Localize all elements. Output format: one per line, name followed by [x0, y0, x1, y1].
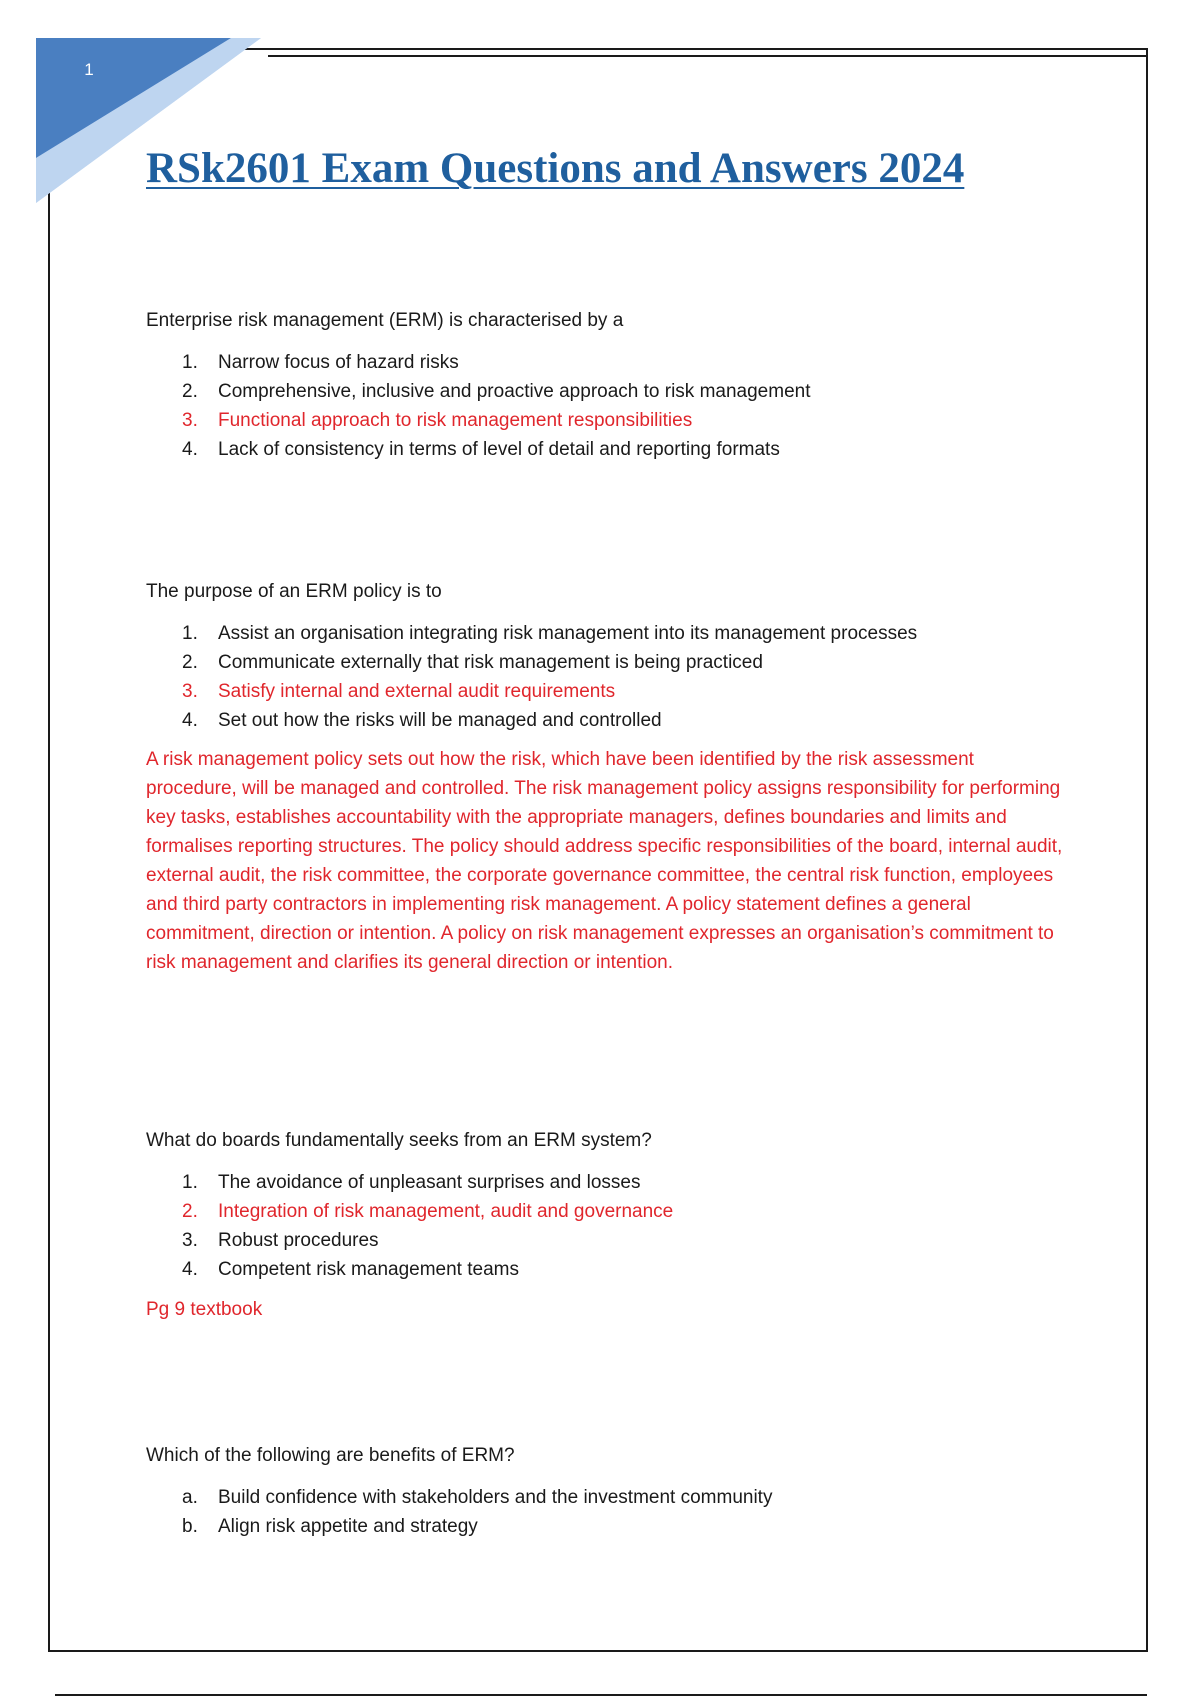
answer-option	[182, 1483, 1066, 1512]
option-marker: 1.	[182, 623, 198, 644]
answer-option-correct	[182, 406, 1066, 435]
option-text: Lack of consistency in terms of level of detail and reporting formats	[218, 439, 780, 460]
document-title: RSk2601 Exam Questions and Answers 2024	[146, 145, 965, 192]
question-block-4	[146, 1441, 1066, 1541]
question-stem: Enterprise risk management (ERM) is characterised by a	[146, 310, 624, 331]
option-marker: 1.	[182, 1172, 198, 1193]
option-marker: 3.	[182, 1230, 198, 1251]
answer-option	[182, 706, 1066, 735]
question-stem: The purpose of an ERM policy is to	[146, 581, 442, 602]
textbook-reference: Pg 9 textbook	[146, 1299, 263, 1320]
page-number: 1	[84, 60, 94, 79]
question-block-3	[146, 1126, 1066, 1324]
option-marker: b.	[182, 1516, 198, 1537]
option-text: Robust procedures	[218, 1230, 379, 1251]
answer-option	[182, 435, 1066, 464]
header-rule	[268, 55, 1146, 57]
answer-option	[182, 1255, 1066, 1284]
option-text: Satisfy internal and external audit requirements	[218, 681, 616, 702]
option-text: Integration of risk management, audit and governance	[218, 1201, 674, 1222]
option-marker: a.	[182, 1487, 198, 1508]
answer-options	[146, 1483, 1066, 1541]
answer-option	[182, 348, 1066, 377]
answer-explanation: A risk management policy sets out how the risk, which have been identified by the risk assessment procedure, will be managed and controlled. The risk management policy assigns responsibility for performing key tasks, establishes accountability with the appropriate managers, defines boundaries and limits and formalises reporting structures. The policy should address specific responsibilities of the board, internal audit, external audit, the risk committee, the corporate governance committee, the central risk function, employees and third party contractors in implementing risk management. A policy statement defines a general commitment, direction or intention. A policy on risk management expresses an organisation’s commitment to risk management and clarifies its general direction or intention.	[146, 749, 1063, 973]
answer-option	[182, 1168, 1066, 1197]
option-text: Communicate externally that risk management is being practiced	[218, 652, 763, 673]
option-text: Align risk appetite and strategy	[218, 1516, 478, 1537]
answer-option-correct	[182, 1197, 1066, 1226]
question-block-1	[146, 306, 1066, 464]
question-block-2	[146, 577, 1066, 977]
option-marker: 3.	[182, 681, 198, 702]
option-marker: 2.	[182, 1201, 198, 1222]
option-text: Set out how the risks will be managed and controlled	[218, 710, 662, 731]
answer-options	[146, 1168, 1066, 1284]
answer-option	[182, 1226, 1066, 1255]
option-text: Assist an organisation integrating risk management into its management processes	[218, 623, 918, 644]
answer-options	[146, 348, 1066, 464]
option-marker: 2.	[182, 652, 198, 673]
option-text: Narrow focus of hazard risks	[218, 352, 459, 373]
option-marker: 3.	[182, 410, 198, 431]
answer-option-correct	[182, 677, 1066, 706]
question-stem: Which of the following are benefits of ERM?	[146, 1445, 515, 1466]
option-marker: 4.	[182, 439, 198, 460]
answer-option	[182, 1512, 1066, 1541]
option-text: Competent risk management teams	[218, 1259, 519, 1280]
option-marker: 4.	[182, 1259, 198, 1280]
question-stem: What do boards fundamentally seeks from an ERM system?	[146, 1130, 652, 1151]
answer-option	[182, 648, 1066, 677]
option-text: Functional approach to risk management responsibilities	[218, 410, 693, 431]
footer-rule	[55, 1694, 1147, 1696]
option-marker: 2.	[182, 381, 198, 402]
answer-options	[146, 619, 1066, 735]
option-text: Build confidence with stakeholders and the investment community	[218, 1487, 773, 1508]
answer-option	[182, 377, 1066, 406]
option-marker: 1.	[182, 352, 198, 373]
option-marker: 4.	[182, 710, 198, 731]
answer-option	[182, 619, 1066, 648]
option-text: The avoidance of unpleasant surprises and losses	[218, 1172, 641, 1193]
option-text: Comprehensive, inclusive and proactive approach to risk management	[218, 381, 811, 402]
